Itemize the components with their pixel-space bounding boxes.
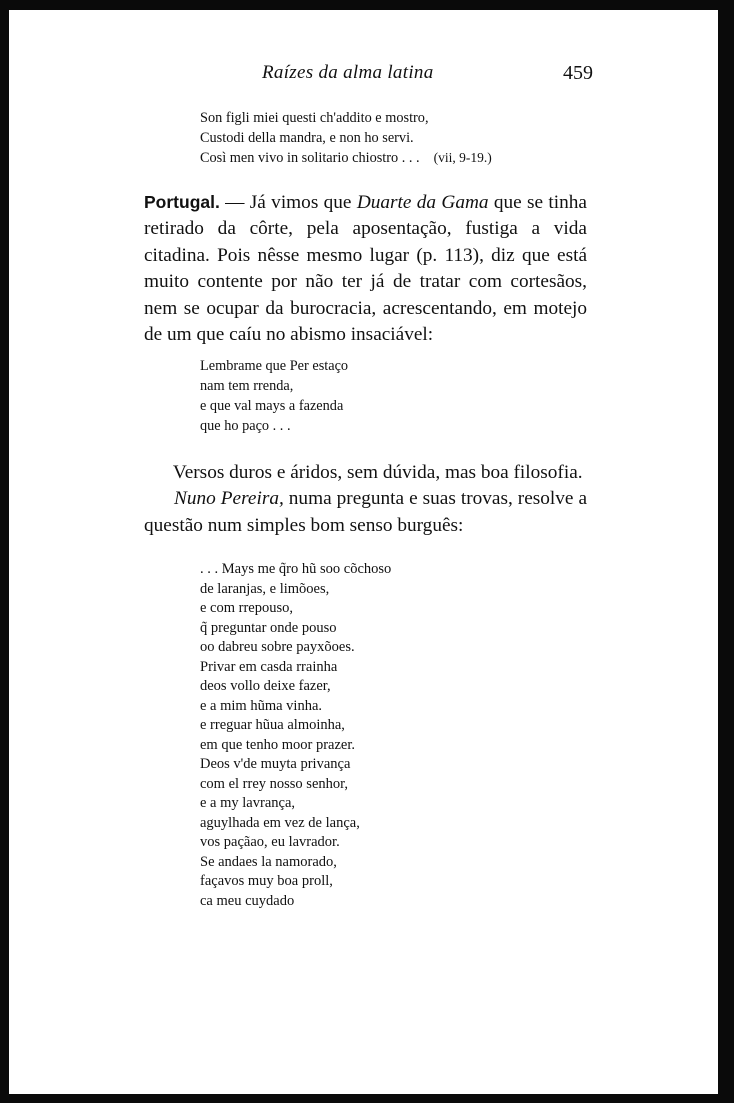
page-header xyxy=(0,62,734,92)
italian-verse-quote xyxy=(200,108,492,168)
verse-reference: (vii, 9-19.) xyxy=(433,150,492,165)
paragraph-text: Versos duros e áridos, sem dúvida, mas boa filosofia. xyxy=(172,462,583,483)
verse-line: Se andaes la namorado, xyxy=(200,853,337,870)
verse-line: e com rrepouso, xyxy=(200,600,294,616)
verse-line: Deos v'de muyta privança xyxy=(200,756,351,772)
verse-line: que ho paço . . . xyxy=(200,418,291,434)
verse-line: e rreguar hũua almoinha, xyxy=(200,717,345,733)
verse-line: e a mim hũma vinha. xyxy=(200,697,323,714)
verse-line: . . . Mays me q̃ro hũ soo cõchoso xyxy=(200,561,392,577)
verse-line: vos paçãao, eu lavrador. xyxy=(200,834,340,850)
paragraph-portugal xyxy=(144,189,587,348)
verse-line-text: Così men vivo in solitario chiostro . . . xyxy=(200,150,420,166)
paragraph-text: numa pregunta e suas trovas, resolve a questão num simples bom senso burguês: xyxy=(144,488,588,536)
verse-line: em que tenho moor prazer. xyxy=(200,736,356,753)
verse-line: Son figli miei questi ch'addito e mostro, xyxy=(200,110,429,126)
nuno-pereira-verse-quote xyxy=(200,560,391,911)
verse-line: deos vollo deixe fazer, xyxy=(200,678,331,694)
verse-line: Custodi della mandra, e non ho servi. xyxy=(200,130,414,146)
verse-line xyxy=(200,148,492,168)
verse-line: Privar em casda rrainha xyxy=(200,658,338,675)
verse-line: ca meu cuydado xyxy=(200,892,295,909)
verse-line: oo dabreu sobre payxõoes. xyxy=(200,639,355,655)
page-number: 459 xyxy=(563,62,593,84)
paragraph-text: que se tinha retirado da côrte, pela aposentação, fustiga a vida citadina. Pois nêsse mesmo lugar (p. 113), diz que está muito contente por não ter já de tratar com cortesãos, nem se ocupar da burocracia, acrescentando, em motejo de um que caíu no abismo insaciável: xyxy=(144,192,587,346)
verse-line: nam tem rrenda, xyxy=(200,378,294,394)
verse-line: e a my lavrança, xyxy=(200,795,296,811)
section-lead: Portugal. xyxy=(144,192,220,212)
verse-line: q̃ preguntar onde pouso xyxy=(200,619,337,636)
author-name: Duarte da Gama xyxy=(356,192,489,213)
paragraph-versos xyxy=(144,460,587,539)
paragraph-text: — Já vimos que xyxy=(219,192,357,213)
verse-line: de laranjas, e limõoes, xyxy=(200,580,330,597)
author-name: Nuno Pereira, xyxy=(174,488,284,510)
verse-line: e que val mays a fazenda xyxy=(200,398,344,414)
verse-line: aguylhada em vez de lança, xyxy=(200,814,360,831)
verse-line: com el rrey nosso senhor, xyxy=(200,775,349,792)
verse-line: façavos muy boa proll, xyxy=(200,873,333,889)
running-title: Raízes da alma latina xyxy=(262,62,434,83)
verse-line: Lembrame que Per estaço xyxy=(200,358,349,374)
lembrame-verse-quote xyxy=(200,356,348,436)
